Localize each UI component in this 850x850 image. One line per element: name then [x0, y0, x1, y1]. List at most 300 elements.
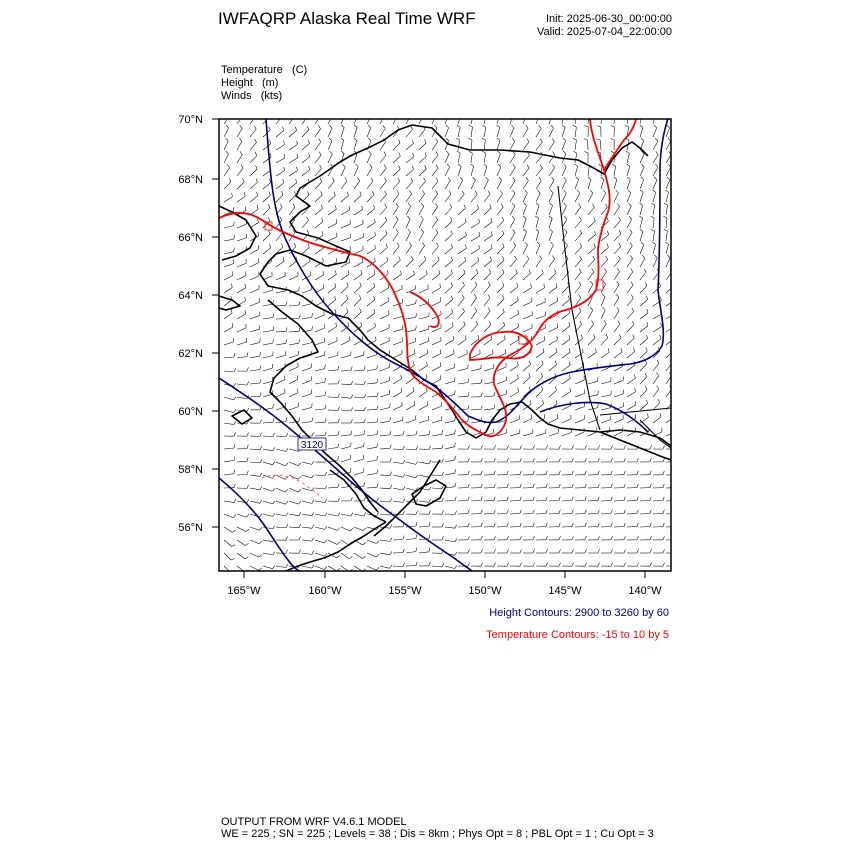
- wind-barb: [341, 497, 352, 501]
- wind-barb: [584, 152, 588, 164]
- wind-barb: [497, 377, 506, 385]
- wind-barb: [549, 510, 560, 514]
- wind-barb: [276, 363, 285, 371]
- field-temperature-name: Temperature: [221, 64, 283, 76]
- wind-barb: [445, 377, 455, 384]
- wind-barb: [406, 256, 413, 267]
- wind-barb: [458, 445, 470, 449]
- wind-barb: [588, 563, 600, 567]
- wind-barb: [497, 204, 503, 215]
- wind-barb: [432, 230, 438, 241]
- wind-barb: [584, 139, 588, 150]
- wind-barb: [523, 216, 526, 228]
- latitude-tick-label: 66°N: [178, 232, 203, 244]
- latitude-tick-label: 68°N: [178, 174, 203, 186]
- wind-barb: [393, 402, 402, 410]
- wind-barb: [276, 448, 288, 451]
- wind-barb: [250, 312, 260, 319]
- wind-barb: [627, 388, 636, 397]
- wind-barb: [627, 255, 633, 267]
- wind-barb: [471, 536, 482, 540]
- wind-barb: [562, 361, 570, 371]
- wind-barb: [393, 216, 398, 228]
- wind-barb: [250, 459, 262, 463]
- wind-barb: [614, 321, 620, 332]
- wind-barb: [419, 178, 426, 189]
- wind-barb: [536, 229, 539, 241]
- wind-barb: [562, 335, 570, 345]
- wind-barb: [315, 540, 327, 543]
- wind-barb: [666, 138, 671, 150]
- wind-barb: [470, 112, 473, 124]
- wind-barb: [354, 468, 364, 475]
- wind-barb: [432, 203, 438, 215]
- wind-barb: [263, 462, 275, 465]
- wind-barb: [640, 255, 645, 267]
- wind-barb: [614, 458, 625, 462]
- wind-barb: [601, 377, 611, 384]
- longitude-tick-label: 145°W: [548, 585, 582, 597]
- wind-barb: [497, 523, 508, 527]
- wind-barb: [640, 373, 647, 384]
- wind-barb: [536, 177, 541, 189]
- wind-barb: [354, 366, 365, 371]
- wind-barb: [263, 230, 270, 241]
- wind-barb: [549, 484, 560, 488]
- wind-barb: [562, 164, 566, 176]
- wind-barb: [471, 205, 479, 215]
- wind-barb: [640, 458, 651, 462]
- wind-barb: [354, 308, 361, 319]
- wind-barb: [432, 375, 441, 384]
- wind-barb: [250, 179, 257, 189]
- wind-barb: [367, 219, 375, 229]
- wind-barb: [224, 457, 235, 463]
- wind-barb: [224, 309, 232, 319]
- wind-barb: [328, 219, 337, 228]
- wind-barb: [614, 256, 620, 267]
- wind-barb: [354, 527, 366, 531]
- wind-barb: [614, 294, 619, 306]
- wind-barb: [393, 203, 398, 215]
- wind-barb: [328, 513, 340, 516]
- wind-barb: [484, 257, 492, 267]
- wind-barb: [341, 395, 353, 399]
- wind-barb: [510, 256, 517, 267]
- wind-barb: [237, 178, 244, 189]
- wind-barb: [575, 549, 587, 553]
- wind-barb: [601, 549, 613, 553]
- wind-barb: [640, 296, 648, 306]
- wind-barb: [406, 271, 414, 280]
- wind-barb: [575, 536, 586, 540]
- wind-barb: [562, 563, 574, 567]
- wind-barb: [601, 244, 608, 254]
- wind-barb: [406, 178, 413, 189]
- wind-barb: [510, 269, 517, 280]
- wind-barb: [393, 446, 405, 450]
- wind-barb: [601, 484, 612, 488]
- wind-barb: [653, 510, 664, 514]
- wind-barb: [302, 403, 312, 410]
- wind-barb: [523, 361, 531, 371]
- wind-barb: [445, 417, 455, 423]
- wind-barb: [471, 308, 477, 320]
- wind-barb: [328, 527, 340, 531]
- wind-barb: [315, 218, 323, 228]
- wind-barb: [573, 112, 576, 124]
- wind-barb: [237, 433, 249, 437]
- wind-barb: [250, 152, 257, 163]
- wind-barb: [510, 362, 518, 371]
- wind-barb: [328, 419, 339, 423]
- wind-barb: [445, 217, 452, 228]
- wind-barb: [250, 500, 262, 503]
- wind-barb: [354, 283, 361, 294]
- wind-barb: [536, 125, 541, 137]
- wind-barb: [237, 165, 243, 176]
- wind-barb: [471, 282, 477, 293]
- wind-barb: [536, 549, 548, 553]
- wind-barb: [289, 339, 300, 345]
- wind-barb: [536, 386, 543, 397]
- wind-barb: [445, 164, 450, 176]
- wind-barb: [393, 191, 399, 202]
- wind-barb: [523, 112, 527, 124]
- wind-barb: [445, 443, 455, 449]
- latitude-tick-label: 58°N: [178, 464, 203, 476]
- wind-barb: [640, 164, 644, 176]
- wind-barb: [497, 138, 500, 150]
- wind-barb: [536, 484, 547, 488]
- wind-barb: [627, 308, 634, 319]
- wind-barb: [419, 548, 430, 553]
- wind-barb: [250, 366, 261, 371]
- wind-barb: [237, 514, 249, 517]
- wind-barb: [562, 445, 574, 449]
- wind-barb: [406, 191, 412, 203]
- wind-barb: [341, 367, 352, 371]
- wind-barb: [341, 112, 345, 124]
- wind-barb: [328, 125, 332, 137]
- wind-barb: [510, 138, 515, 150]
- wind-barb: [276, 272, 285, 280]
- wind-barb: [627, 295, 633, 306]
- wind-barb: [315, 526, 327, 529]
- wind-barb: [380, 311, 389, 319]
- wind-barb: [562, 282, 569, 293]
- wind-barb: [523, 284, 531, 293]
- wind-barb: [250, 205, 258, 215]
- wind-barb: [354, 381, 366, 385]
- wind-barb: [523, 445, 535, 449]
- wind-barb: [315, 205, 323, 215]
- wind-barb: [393, 153, 400, 164]
- wind-barb: [601, 320, 606, 332]
- wind-barb: [419, 387, 427, 397]
- wind-barb: [419, 139, 426, 150]
- wind-barb: [250, 219, 258, 228]
- wind-barb: [224, 540, 235, 547]
- wind-barb: [471, 321, 478, 332]
- wind-barb: [432, 139, 438, 151]
- wind-barb: [315, 139, 321, 151]
- wind-barb: [237, 540, 249, 546]
- wind-barb: [640, 151, 644, 163]
- wind-barb: [484, 269, 491, 280]
- wind-barb: [640, 523, 651, 527]
- wind-barb: [276, 257, 284, 267]
- wind-barb: [575, 348, 583, 358]
- wind-barb: [315, 165, 322, 176]
- wind-barb: [237, 310, 246, 319]
- wind-barb: [471, 497, 482, 501]
- wind-barb: [510, 283, 518, 293]
- wind-barb: [653, 164, 658, 176]
- wind-barb: [367, 566, 379, 570]
- wind-barb: [562, 151, 566, 163]
- model-output-line: OUTPUT FROM WRF V4.6.1 MODEL: [221, 816, 407, 828]
- wind-barb: [393, 499, 405, 502]
- wind-barb: [497, 151, 500, 163]
- wind-barb: [224, 444, 235, 449]
- wind-barb: [601, 391, 611, 397]
- wind-barb: [380, 417, 391, 423]
- wind-barb: [484, 364, 494, 371]
- wind-barb: [224, 353, 235, 358]
- wind-barb: [640, 125, 643, 137]
- wind-barb: [289, 167, 297, 176]
- wind-barb: [289, 179, 297, 189]
- wind-barb: [341, 513, 353, 516]
- wind-barb: [627, 401, 636, 410]
- wind-barb: [536, 348, 544, 358]
- wind-barb: [627, 282, 633, 293]
- wind-barb: [367, 365, 377, 371]
- wind-barb: [510, 563, 522, 567]
- wind-barb: [263, 377, 273, 384]
- wind-barb: [497, 256, 504, 267]
- wind-barb: [536, 284, 545, 293]
- wind-barb: [419, 203, 424, 215]
- wind-barb: [367, 178, 373, 189]
- wind-barb: [653, 563, 665, 567]
- wind-barb: [638, 112, 641, 124]
- wind-barb: [471, 379, 482, 384]
- wind-barb: [432, 472, 444, 476]
- wind-barb: [573, 151, 576, 163]
- wind-barb: [601, 445, 613, 449]
- wind-barb: [611, 139, 615, 151]
- wind-barb: [406, 534, 417, 540]
- wind-barb: [456, 138, 459, 150]
- wind-barb: [549, 361, 557, 371]
- wind-barb: [237, 485, 249, 489]
- wind-barb: [289, 272, 298, 280]
- wind-barb: [549, 523, 560, 527]
- wind-barb: [640, 549, 652, 553]
- model-config-line: WE = 225 ; SN = 225 ; Levels = 38 ; Dis = 8km ; Phys Opt = 8 ; PBL Opt = 1 ; Cu Opt = 3: [221, 828, 654, 840]
- wind-barb: [627, 563, 639, 567]
- wind-barb: [250, 527, 262, 530]
- wind-barb: [367, 540, 379, 544]
- wind-barb: [523, 429, 533, 436]
- wind-barb: [393, 474, 405, 477]
- wind-barb: [614, 445, 626, 449]
- wind-barb: [601, 307, 605, 319]
- wind-barb: [640, 242, 644, 254]
- wind-barb: [276, 501, 288, 504]
- wind-barb: [328, 112, 333, 124]
- wind-barb: [497, 295, 504, 306]
- wind-barb: [666, 335, 674, 345]
- wind-barb: [536, 563, 548, 567]
- wind-barb: [666, 347, 673, 358]
- wind-barb: [549, 429, 559, 436]
- wind-barb: [315, 486, 327, 490]
- wind-barb: [328, 192, 335, 203]
- wind-barb: [549, 445, 561, 449]
- wind-barb: [484, 295, 490, 306]
- wind-barb: [536, 536, 547, 540]
- wind-barb: [224, 433, 236, 437]
- wind-barb: [276, 339, 287, 345]
- wind-barb: [302, 244, 309, 255]
- wind-barb: [328, 380, 339, 384]
- wind-barb: [627, 375, 635, 385]
- wind-barb: [458, 295, 464, 306]
- wind-barb: [484, 350, 493, 358]
- wind-barb: [419, 153, 426, 163]
- wind-barb: [276, 179, 284, 189]
- wind-barb: [523, 152, 529, 163]
- wind-barb: [445, 430, 455, 436]
- wind-barb: [575, 282, 581, 293]
- wind-barb: [653, 138, 658, 150]
- wind-barb: [523, 242, 528, 254]
- wind-barb: [510, 375, 518, 384]
- wind-barb: [614, 427, 623, 436]
- wind-barb: [367, 431, 378, 436]
- wind-barb: [523, 270, 530, 281]
- field-height-unit: (m): [261, 77, 279, 89]
- wind-barb: [588, 307, 593, 319]
- wind-barb: [393, 431, 404, 436]
- wind-barb: [224, 125, 229, 137]
- wind-barb: [640, 497, 651, 501]
- wind-barb: [445, 257, 453, 267]
- coastlines: [219, 125, 671, 571]
- wind-barb: [536, 190, 540, 202]
- wind-barb: [536, 298, 545, 306]
- wind-barb: [237, 457, 248, 462]
- wind-barb: [562, 484, 573, 488]
- wind-barb: [614, 523, 625, 527]
- wind-barb: [380, 112, 385, 124]
- wind-barb: [601, 294, 605, 306]
- wind-barb: [575, 484, 586, 488]
- wind-barb: [432, 536, 443, 540]
- wind-barb: [380, 191, 387, 202]
- wind-barb: [315, 271, 324, 280]
- wind-barb: [471, 177, 475, 189]
- wind-barb: [406, 475, 418, 478]
- wind-barb: [510, 323, 519, 332]
- wind-barb: [575, 376, 584, 384]
- wind-barb: [419, 190, 425, 202]
- wind-barb: [523, 484, 534, 488]
- wind-barb: [523, 497, 534, 501]
- wind-barb: [406, 446, 418, 450]
- wind-barb: [263, 552, 275, 555]
- wind-barb: [341, 192, 349, 202]
- wind-barb: [588, 321, 594, 333]
- wind-barb: [432, 284, 441, 293]
- wind-barb: [614, 348, 622, 358]
- wind-barb: [328, 138, 332, 150]
- wind-barb: [484, 218, 492, 228]
- wind-barb: [354, 112, 358, 124]
- wind-barb: [601, 536, 612, 540]
- wind-barb: [666, 164, 671, 176]
- wind-barb: [601, 204, 607, 215]
- wind-barb: [289, 475, 301, 479]
- wind-barb: [664, 203, 668, 215]
- wind-barb: [445, 364, 454, 372]
- wind-barb: [574, 164, 577, 176]
- wind-barb: [237, 367, 249, 371]
- wind-barb: [406, 431, 417, 436]
- wind-barb: [380, 152, 386, 163]
- wind-barb: [432, 256, 439, 267]
- wind-barb: [653, 413, 661, 423]
- wind-barb: [445, 177, 450, 189]
- wind-barb: [497, 484, 508, 488]
- wind-barb: [573, 138, 577, 150]
- wind-barb: [419, 460, 431, 463]
- wind-barb: [406, 140, 414, 150]
- wind-barb: [536, 510, 547, 514]
- wind-barb: [224, 499, 236, 503]
- wind-barb: [640, 386, 647, 397]
- wind-barb: [354, 351, 364, 358]
- wind-barb: [367, 309, 375, 319]
- wind-barb: [432, 444, 443, 449]
- wind-barb: [276, 376, 285, 385]
- wind-barb: [237, 151, 242, 163]
- wind-barb: [614, 510, 625, 514]
- wind-barb: [458, 257, 466, 267]
- wind-barb: [510, 549, 522, 553]
- wind-barb: [640, 400, 648, 410]
- wind-barb: [614, 376, 623, 384]
- wind-barb: [497, 243, 504, 254]
- wind-barb: [484, 191, 490, 202]
- wind-barb: [523, 415, 532, 424]
- wind-barb: [276, 537, 288, 541]
- wind-barb: [653, 360, 659, 371]
- wind-barb: [458, 282, 465, 293]
- wind-barb: [510, 297, 518, 307]
- wind-barb: [561, 112, 564, 124]
- wind-barb: [536, 255, 542, 267]
- wind-barb: [432, 216, 438, 228]
- wind-barb: [432, 337, 441, 345]
- wind-barb: [484, 204, 491, 215]
- wind-barb: [276, 462, 288, 466]
- wind-barb: [237, 192, 245, 202]
- wind-barb: [497, 322, 505, 332]
